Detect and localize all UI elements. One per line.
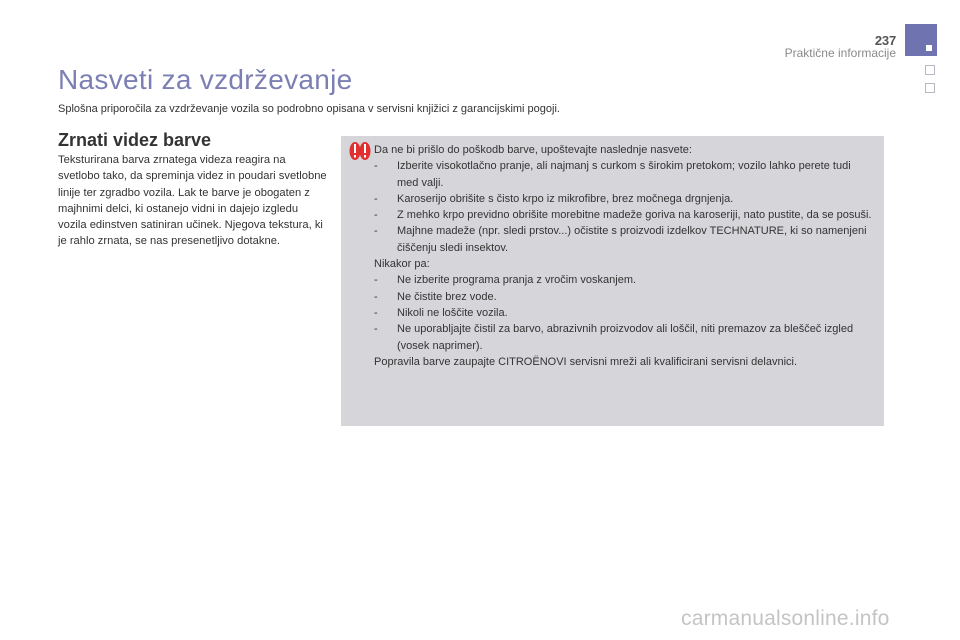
- list-item: - Majhne madeže (npr. sledi prstov...) očistite s proizvodi izdelkov TECHNATURE, ki so namenjeni čiščenju sledi insektov.: [374, 225, 867, 254]
- warning-footer: Popravila barve zaupajte CITROËNOVI servisni mreži ali kvalificirani servisni delavnici.: [374, 355, 798, 368]
- section-body: Teksturirana barva zrnatega videza reagira na svetlobo tako, da spreminja videz in poudari svetlobne linije ter zgradbo vozila. Lak te barve je obogaten z majhnimi delci, ki ostanejo vidni in dajejo izgledu vozila edinstven satiniran učinek. Njegova tekstura, ki je rahlo zrnata, se nas presenetljivo dotakne.: [58, 154, 327, 248]
- intro-text: Splošna priporočila za vzdrževanje vozila so podrobno opisana v servisni knjižici z garancijskimi pogoji.: [58, 103, 560, 115]
- list-item: - Ne uporabljajte čistil za barvo, abrazivnih proizvodov ali loščil, niti premazov za bleščeč izgled (vosek naprimer).: [374, 323, 854, 352]
- donts-list: [374, 272, 874, 353]
- page-title: Nasveti za vzdrževanje: [58, 64, 353, 95]
- list-item: - Ne čistite brez vode.: [374, 290, 497, 303]
- page-number: 237: [874, 33, 896, 48]
- list-item: - Karoserijo obrišite s čisto krpo iz mikrofibre, brez močnega drgnjenja.: [374, 192, 734, 205]
- donts-intro: Nikakor pa:: [374, 258, 430, 271]
- section-heading: Zrnati videz barve: [58, 130, 212, 150]
- dos-list: [374, 158, 874, 256]
- warning-box: [341, 136, 884, 426]
- exclamation-warning-icon: [349, 141, 371, 161]
- chapter-tab-active[interactable]: [905, 24, 937, 56]
- warning-intro: Da ne bi prišlo do poškodb barve, upoštevajte naslednje nasvete:: [374, 144, 692, 156]
- list-item: - Izberite visokotlačno pranje, ali najmanj s curkom s širokim pretokom; vozilo lahko perete tudi med valji.: [374, 160, 851, 189]
- section-name: Praktične informacije: [784, 46, 896, 60]
- list-item: - Ne izberite programa pranja z vročim voskanjem.: [374, 274, 637, 287]
- watermark: carmanualsonline.info: [681, 607, 890, 630]
- tab-marker: [926, 45, 932, 51]
- chapter-tab[interactable]: [925, 83, 935, 93]
- chapter-tab[interactable]: [925, 65, 935, 75]
- list-item: - Z mehko krpo previdno obrišite morebitne madeže goriva na karoseriji, nato pustite, da se posuši.: [374, 209, 872, 222]
- list-item: - Nikoli ne loščite vozila.: [374, 306, 508, 319]
